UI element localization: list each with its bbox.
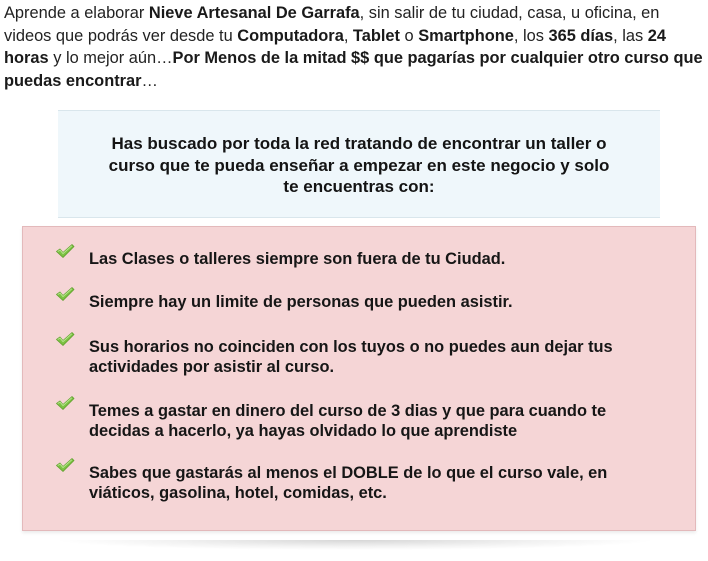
problem-item xyxy=(55,401,685,441)
device-computer: Computadora xyxy=(237,26,344,45)
check-icon xyxy=(55,286,75,302)
intro-text: , sin salir de tu ciudad, casa, u oficina, en videos que podrás ver desde tu xyxy=(4,4,660,45)
callout-box xyxy=(58,110,660,218)
device-tablet: Tablet xyxy=(352,26,400,45)
problem-item xyxy=(55,337,685,377)
check-icon xyxy=(55,331,75,347)
callout-line: Has buscado por toda la red tratando de encontrar un taller o xyxy=(111,134,607,153)
intro-text: o xyxy=(399,26,419,45)
check-icon xyxy=(55,395,75,411)
intro-text: , los xyxy=(513,26,549,45)
intro-text: , las xyxy=(613,26,648,45)
problem-item xyxy=(55,292,685,312)
problem-item xyxy=(55,463,685,503)
problem-text: Sabes que gastarás al menos el DOBLE de lo que el curso vale, en xyxy=(89,464,608,482)
check-icon xyxy=(55,243,75,259)
days-highlight: 365 días xyxy=(548,26,614,45)
hours-highlight: 24 horas xyxy=(4,26,667,67)
section-shadow xyxy=(60,540,650,550)
intro-text: … xyxy=(141,71,158,90)
callout-line: curso que te pueda enseñar a empezar en este negocio y solo xyxy=(108,155,610,175)
problem-text: Las Clases o talleres siempre son fuera de tu Ciudad. xyxy=(89,250,506,268)
problem-text: Temes a gastar en dinero del curso de 3 dias y que para cuando te xyxy=(89,402,607,420)
price-highlight: Por Menos de la mitad $$ que pagarías por cualquier otro curso que puedas encontrar xyxy=(4,49,703,90)
callout-line: te encuentras con: xyxy=(283,177,435,196)
problem-item xyxy=(55,249,685,269)
intro-text: y lo mejor aún… xyxy=(48,49,173,67)
intro-text: Aprende a elaborar xyxy=(4,4,149,22)
problem-text: Siempre hay un limite de personas que pueden asistir. xyxy=(89,293,513,311)
problem-text: decidas a hacerlo, ya hayas olvidado lo que aprendiste xyxy=(89,422,518,440)
problem-text: viáticos, gasolina, hotel, comidas, etc. xyxy=(89,484,387,502)
device-smartphone: Smartphone xyxy=(418,26,514,45)
check-icon xyxy=(55,457,75,473)
intro-text: , xyxy=(343,26,353,45)
problem-text: actividades por asistir al curso. xyxy=(89,358,335,376)
intro-paragraph xyxy=(4,2,704,92)
problems-list xyxy=(22,226,696,531)
product-name: Nieve Artesanal De Garrafa xyxy=(148,4,360,22)
problem-text: Sus horarios no coinciden con los tuyos o no puedes aun dejar tus xyxy=(89,338,613,356)
